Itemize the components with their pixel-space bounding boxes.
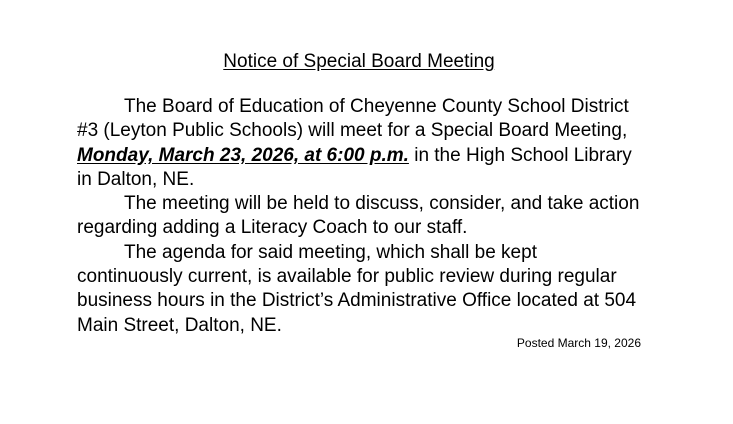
posted-date: Posted March 19, 2026 [516, 336, 641, 350]
paragraph-1-location: in the High School Library in Dalton, NE. [77, 144, 632, 190]
paragraph-agenda-availability: The agenda for said meeting, which shall be kept continuously current, is available for public review during regular business hours in the District’s Administrative Office located at 504 Main Street, Dalton, NE. [77, 241, 637, 336]
notice-title: Notice of Special Board Meeting [223, 51, 495, 72]
notice-body [77, 95, 647, 338]
meeting-date-time: Monday, March 23, 2026, at 6:00 p.m. [77, 144, 409, 166]
paragraph-1-intro: The Board of Education of Cheyenne County School District #3 (Leyton Public Schools) will meet for a Special Board Meeting, [77, 96, 629, 142]
paragraph-meeting-purpose: The meeting will be held to discuss, consider, and take action regarding adding a Literacy Coach to our staff. [77, 193, 640, 239]
paragraph-meeting-announcement [77, 95, 647, 192]
